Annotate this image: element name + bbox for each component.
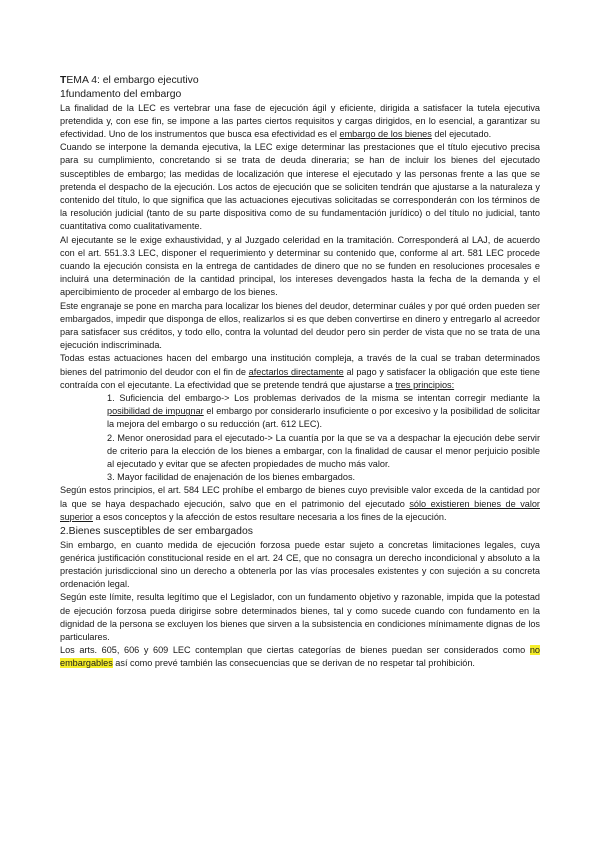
paragraph-3: Al ejecutante se le exige exhaustividad, y al Juzgado celeridad en la tramitación. Corresponderá al LAJ, de acuerdo con el art. 551.3.3 LEC, disponer el requerimiento y determinar su contenido que, conforme al art. 581 LEC procede cuando la ejecución consista en la entrega de cantidades de dinero que no se funden en resoluciones procesales e incluirá una determinación de la cantidad principal, los intereses devengados hasta la fecha de la demanda y el apercibimiento de proceder al embargo de los bienes. bbox=[60, 234, 540, 298]
list-item: 1. Suficiencia del embargo-> Los problemas derivados de la misma se intentan corregir mediante la posibilidad de impugnar el embargo por considerarlo insuficiente o por excesivo y la posibilidad de solicitar la mejora del embargo o su reducción (art. 612 LEC). bbox=[107, 392, 540, 430]
highlighted-text: no embargables bbox=[60, 645, 540, 669]
underlined-text: posibilidad de impugnar bbox=[107, 406, 204, 417]
principles-list bbox=[60, 392, 540, 484]
paragraph-6: Según estos principios, el art. 584 LEC prohíbe el embargo de bienes cuyo previsible valor exceda de la cantidad por la que se haya despachado ejecución, salvo que en el patrimonio del ejecutado sólo existieren bienes de valor superior a esos conceptos y la afección de estos resultare necesaria a los fines de la ejecución. bbox=[60, 485, 540, 522]
title-text: EMA 4: el embargo ejecutivo bbox=[66, 75, 199, 86]
list-item: 3. Mayor facilidad de enajenación de los bienes embargados. bbox=[107, 472, 356, 483]
underlined-text: sólo existieren bienes de valor superior bbox=[60, 498, 540, 522]
paragraph-5: Todas estas actuaciones hacen del embargo una institución compleja, a través de la cual se traban determinados bienes del patrimonio del deudor con el fin de afectarlos directamente al pago y satisfacer la obligación que este tiene contraída con el ejecutante. La efectividad que se pretende tendrá que ajustarse a tres principios: bbox=[60, 353, 540, 390]
underlined-text: embargo de los bienes bbox=[339, 128, 432, 139]
title-initial: T bbox=[60, 75, 67, 86]
paragraph-2: Cuando se interpone la demanda ejecutiva, la LEC exige determinar las prestaciones que el título ejecutivo precisa para su cumplimiento, concretando si se trata de deuda dineraria; se han de incluir los bienes del ejecutado susceptibles de embargo; las medidas de localización que interese el ejecutado y las personas frente a las que se pretenda el despacho de la ejecución. Los actos de ejecución que se soliciten tendrán que ajustarse a la naturaleza y contenido del título, lo que significa que las actuaciones ejecutivas solicitadas se corresponderán con los términos de la resolución judicial (tanto de su parte dispositiva como de su fundamentación jurídico) o del título no judicial, tanto cuantitativa como cualitativamente. bbox=[60, 142, 540, 232]
paragraph-8: Según este límite, resulta legítimo que el Legislador, con un fundamento objetivo y razonable, impida que la potestad de ejecución forzosa pueda dirigirse sobre determinados bienes, tal y como sucede cuando con fundamento en la dignidad de la persona se excluyen los bienes que sirven a la subsistencia en condiciones mínimamente dignas de los particulares. bbox=[60, 592, 540, 642]
paragraph-1: La finalidad de la LEC es vertebrar una fase de ejecución ágil y eficiente, dirigida a satisfacer la tutela ejecutiva pretendida y, con ese fin, se impone a las partes ciertos requisitos y cargas dirigidos, en lo esencial, a garantizar su efectividad. Uno de los instrumentos que busca esa efectividad es el embargo de los bienes del ejecutado. bbox=[60, 102, 540, 139]
paragraph-4: Este engranaje se pone en marcha para localizar los bienes del deudor, determinar cuáles y por qué orden pueden ser embargados, impedir que disponga de ellos, realizarlos si es que deben convertirse en dinero y entregarlo al acreedor para satisfacer sus créditos, y todo ello, contra la voluntad del deudor pero sin perder de vista que no se trata de una ejecución indiscriminada. bbox=[60, 300, 540, 351]
paragraph-9: Los arts. 605, 606 y 609 LEC contemplan que ciertas categorías de bienes puedan ser considerados como no embargables así como prevé también las consecuencias que se derivan de no respetar tal prohibición. bbox=[60, 645, 540, 669]
section-heading-1: 1fundamento del embargo bbox=[60, 89, 182, 100]
section-heading-2: 2.Bienes susceptibles de ser embargados bbox=[60, 526, 253, 537]
list-item: 2. Menor onerosidad para el ejecutado-> La cuantía por la que se va a despachar la ejecución debe servir de criterio para la elección de los bienes a embargar, con la finalidad de causar el menor perjuicio posible al ejecutado y evitar que se afecten propiedades de mucho más valor. bbox=[107, 432, 540, 469]
underlined-text: afectarlos directamente bbox=[248, 366, 344, 377]
page-title bbox=[60, 74, 540, 87]
underlined-text: tres principios: bbox=[395, 379, 455, 390]
paragraph-7: Sin embargo, en cuanto medida de ejecución forzosa puede estar sujeto a concretas limitaciones legales, cuya genérica justificación constitucional reside en el art. 24 CE, que no consagra un derecho incondicional y absoluto a la prestación jurisdiccional sino un derecho a obtenerla por las vías procesales existentes y con sujeción a su concreta ordenación legal. bbox=[60, 539, 540, 590]
